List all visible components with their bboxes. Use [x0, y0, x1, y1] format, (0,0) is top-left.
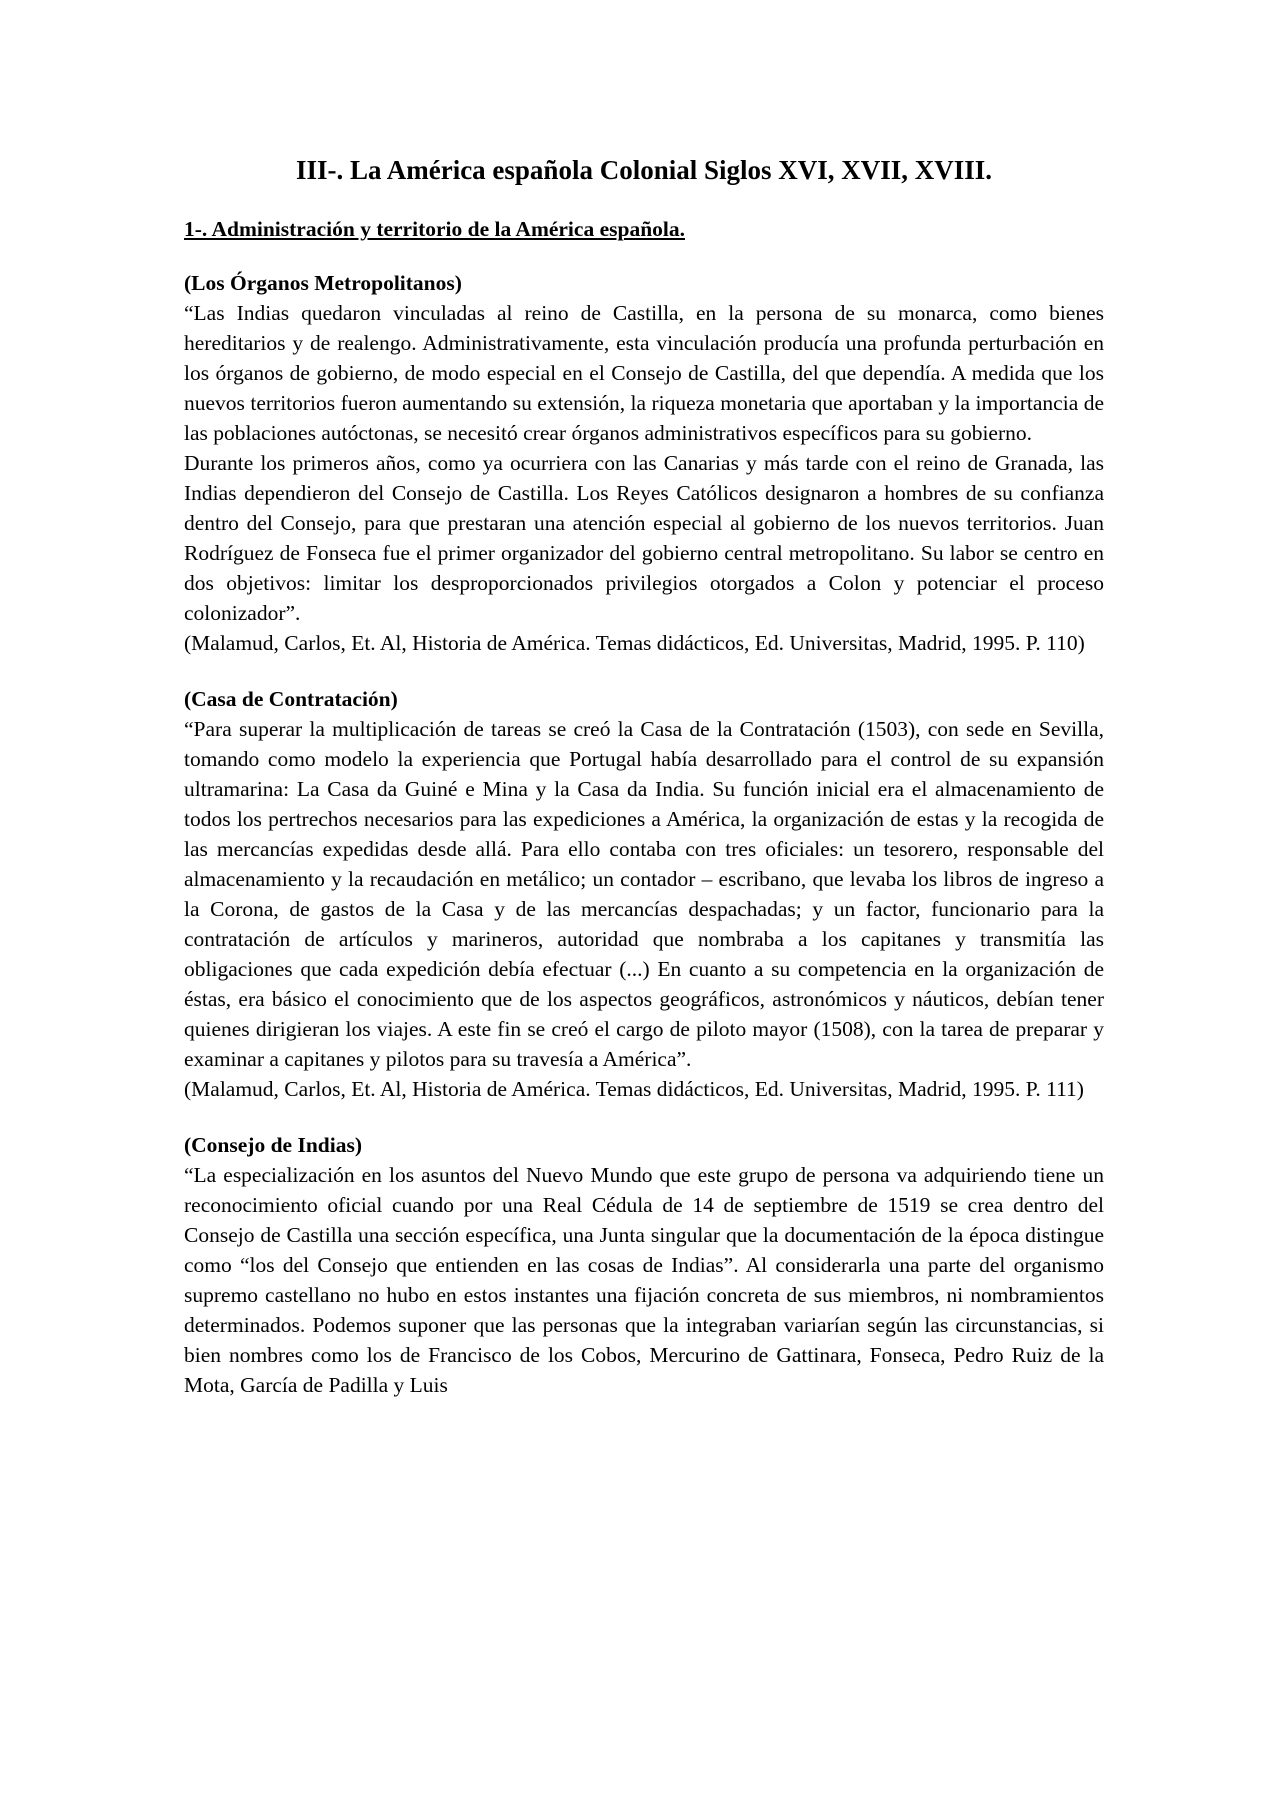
organos-heading: (Los Órganos Metropolitanos)	[184, 271, 462, 295]
casa-citation: (Malamud, Carlos, Et. Al, Historia de América. Temas didácticos, Ed. Universitas, Madrid, 1995. P. 111)	[184, 1077, 1084, 1101]
organos-citation: (Malamud, Carlos, Et. Al, Historia de América. Temas didácticos, Ed. Universitas, Madrid, 1995. P. 110)	[184, 631, 1085, 655]
document-title: III-. La América española Colonial Siglos XVI, XVII, XVIII.	[295, 155, 993, 185]
section-consejo-indias	[184, 1130, 1104, 1400]
casa-heading: (Casa de Contratación)	[184, 687, 398, 711]
consejo-paragraph-1: “La especialización en los asuntos del Nuevo Mundo que este grupo de persona va adquiriendo tiene un reconocimiento oficial cuando por una Real Cédula de 14 de septiembre de 1519 se crea dentro del Consejo de Castilla una sección específica, una Junta singular que la documentación de la época distingue como “los del Consejo que entienden en las cosas de Indias”. Al considerarla una parte del organismo supremo castellano no hubo en estos instantes una fijación concreta de sus miembros, ni nombramientos determinados. Podemos suponer que las personas que la integraban variarían según las circunstancias, si bien nombres como los de Francisco de los Cobos, Mercurino de Gattinara, Fonseca, Pedro Ruiz de la Mota, García de Padilla y Luis	[184, 1163, 1104, 1397]
section-casa-contratacion	[184, 684, 1104, 1104]
section-heading: 1-. Administración y territorio de la América española.	[184, 217, 685, 241]
organos-paragraph-2: Durante los primeros años, como ya ocurriera con las Canarias y más tarde con el reino de Granada, las Indias dependieron del Consejo de Castilla. Los Reyes Católicos designaron a hombres de su confianza dentro del Consejo, para que prestaran una atención especial al gobierno de los nuevos territorios. Juan Rodríguez de Fonseca fue el primer organizador del gobierno central metropolitano. Su labor se centro en dos objetivos: limitar los desproporcionados privilegios otorgados a Colon y potenciar el proceso colonizador”.	[184, 451, 1104, 625]
casa-paragraph-1: “Para superar la multiplicación de tareas se creó la Casa de la Contratación (1503), con sede en Sevilla, tomando como modelo la experiencia que Portugal había desarrollado para el control de su expansión ultramarina: La Casa da Guiné e Mina y la Casa da India. Su función inicial era el almacenamiento de todos los pertrechos necesarios para las expediciones a América, la organización de estas y la recogida de las mercancías expedidas desde allá. Para ello contaba con tres oficiales: un tesorero, responsable del almacenamiento y la recaudación en metálico; un contador – escribano, que levaba los libros de ingreso a la Corona, de gastos de la Casa y de las mercancías despachadas; y un factor, funcionario para la contratación de artículos y marineros, autoridad que nombraba a los capitanes y transmitía las obligaciones que cada expedición debía efectuar (...) En cuanto a su competencia en la organización de éstas, era básico el conocimiento que de los aspectos geográficos, astronómicos y náuticos, debían tener quienes dirigieran los viajes. A este fin se creó el cargo de piloto mayor (1508), con la tarea de preparar y examinar a capitanes y pilotos para su travesía a América”.	[184, 717, 1104, 1071]
consejo-heading: (Consejo de Indias)	[184, 1133, 362, 1157]
organos-paragraph-1: “Las Indias quedaron vinculadas al reino de Castilla, en la persona de su monarca, como bienes hereditarios y de realengo. Administrativamente, esta vinculación producía una profunda perturbación en los órganos de gobierno, de modo especial en el Consejo de Castilla, del que dependía. A medida que los nuevos territorios fueron aumentando su extensión, la riqueza monetaria que aportaban y la importancia de las poblaciones autóctonas, se necesitó crear órganos administrativos específicos para su gobierno.	[184, 301, 1104, 445]
document-page	[184, 150, 1104, 1426]
section-organos-metropolitanos	[184, 268, 1104, 658]
